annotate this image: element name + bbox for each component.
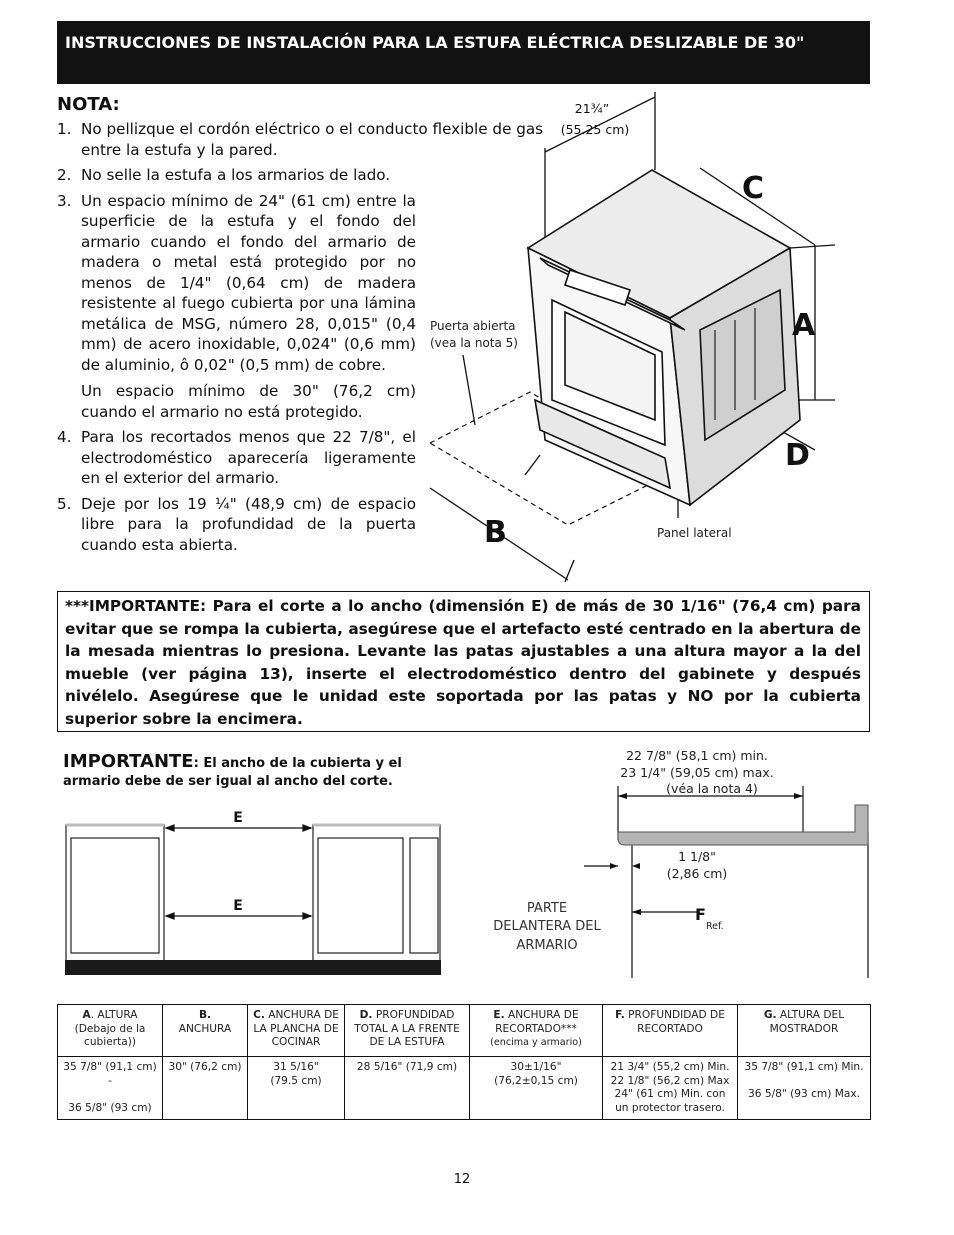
side-panel-label: Panel lateral bbox=[657, 526, 732, 540]
dimension-label-d: D bbox=[785, 438, 810, 473]
dimension-label-c: C bbox=[742, 171, 765, 206]
table-header-cell: F. PROFUNDIDAD DE RECORTADO bbox=[603, 1005, 738, 1057]
list-item: 5. Deje por los 19 ¼" (48,9 cm) de espacio libre para la profundidad de la puerta cuando esta abierta. bbox=[57, 494, 416, 554]
table-cell: 31 5/16" (79.5 cm) bbox=[248, 1057, 345, 1120]
list-item-text: No selle la estufa a los armarios de lado. bbox=[81, 166, 391, 184]
cabinet-front-label-3: ARMARIO bbox=[516, 938, 578, 953]
dimension-label-b: B bbox=[484, 515, 507, 550]
reference-label: Ref. bbox=[706, 921, 724, 932]
depth-dimension-label: 21¾” bbox=[574, 101, 610, 116]
page-title-text: INSTRUCCIONES DE INSTALACIÓN PARA LA ESTUFA ELÉCTRICA DESLIZABLE DE 30" bbox=[65, 33, 805, 52]
cutout-range-max: 23 1/4" (59,05 cm) max. bbox=[620, 765, 774, 780]
list-item-subtext: Un espacio mínimo de 30" (76,2 cm) cuando el armario no está protegido. bbox=[81, 382, 416, 421]
cutout-range-min: 22 7/8" (58,1 cm) min. bbox=[626, 748, 768, 763]
important-notice-text: ***IMPORTANTE: Para el corte a lo ancho (dimensión E) de más de 30 1/16" (76,4 cm) para evitar que se rompa la cubierta, asegúrese que el artefacto esté centrado en la abertura de la mesada mientras lo presiona. Levante las patas ajustables a una altura mayor a la del mueble (ver página 13), inserte el electrodoméstico dentro del gabinete y después nivélelo. Asegúrese que le unidad este soportada por las patas y NO por la cubierta superior sobre la encimera. bbox=[65, 597, 861, 728]
table-cell: 28 5/16" (71,9 cm) bbox=[345, 1057, 470, 1120]
cabinet-front-diagram bbox=[60, 805, 445, 985]
list-item: 2. No selle la estufa a los armarios de lado. bbox=[57, 166, 391, 184]
list-item-text: Para los recortados menos que 22 7/8", el electrodoméstico aparecería ligeramente en el exterior del armario. bbox=[81, 428, 416, 487]
table-header-cell: C. ANCHURA DE LA PLANCHA DE COCINAR bbox=[248, 1005, 345, 1057]
depth-label-f: F bbox=[695, 905, 706, 924]
page-number: 12 bbox=[453, 1172, 471, 1187]
cutout-range-note: (véa la nota 4) bbox=[666, 781, 758, 796]
page-title bbox=[57, 21, 870, 84]
importante-rest: : El ancho de la cubierta y el armario debe de ser igual al ancho del corte. bbox=[63, 756, 402, 789]
table-header-row bbox=[58, 1005, 871, 1057]
importante-word: IMPORTANTE bbox=[63, 751, 194, 772]
cabinet-front-label-2: DELANTERA DEL bbox=[493, 919, 601, 934]
table-cell: 30±1/16" (76,2±0,15 cm) bbox=[470, 1057, 603, 1120]
table-header-cell: D. PROFUNDIDAD TOTAL A LA FRENTE DE LA ESTUFA bbox=[345, 1005, 470, 1057]
important-notice bbox=[57, 591, 870, 732]
table-cell: 30" (76,2 cm) bbox=[163, 1057, 248, 1120]
nota-heading: NOTA: bbox=[57, 94, 120, 115]
open-door-note: Puerta abierta bbox=[430, 319, 516, 333]
width-label-bottom: E bbox=[233, 898, 243, 914]
width-label-top: E bbox=[233, 810, 243, 826]
cabinet-front-label: PARTE bbox=[526, 901, 568, 916]
table-cell: 35 7/8" (91,1 cm) Min. 36 5/8" (93 cm) Max. bbox=[738, 1057, 871, 1120]
specifications-table bbox=[57, 1004, 871, 1120]
list-item-text: No pellizque el cordón eléctrico o el conducto flexible de gas entre la estufa y la pared. bbox=[81, 120, 544, 159]
table-header-cell: E. ANCHURA DE RECORTADO*** (encima y armario) bbox=[470, 1005, 603, 1057]
countertop-thickness: 1 1/8" bbox=[678, 849, 716, 864]
table-header-cell: G. ALTURA DEL MOSTRADOR bbox=[738, 1005, 871, 1057]
open-door-note-ref: (vea la nota 5) bbox=[430, 336, 518, 350]
dimension-label-a: A bbox=[792, 308, 816, 343]
list-item: 1. No pellizque el cordón eléctrico o el conducto flexible de gas entre la estufa y la pared. bbox=[57, 120, 544, 159]
countertop-section-diagram bbox=[480, 745, 870, 985]
list-item: 4. Para los recortados menos que 22 7/8", el electrodoméstico aparecería ligeramente en el exterior del armario. bbox=[57, 428, 416, 487]
table-header-cell: A. ALTURA (Debajo de la cubierta)) bbox=[58, 1005, 163, 1057]
depth-dimension-metric: (55.25 cm) bbox=[560, 122, 630, 137]
table-header-cell: B. ANCHURA bbox=[163, 1005, 248, 1057]
countertop-thickness-metric: (2,86 cm) bbox=[666, 866, 728, 881]
list-item-text: Un espacio mínimo de 24" (61 cm) entre la superficie de la estufa y el fondo del armario cuando el fondo del armario de madera o metal está protegido por no menos de 1/4" (0,64 cm) de madera resistente al fuego cubierta por una lámina metálica de MSG, número 28, 0,015" (0,4 mm) de acero inoxidable, 0,024" (0,6 mm) de aluminio, ô 0,02" (0,5 mm) de cobre. bbox=[81, 191, 416, 374]
range-installation-diagram bbox=[420, 90, 870, 590]
table-cell: 21 3/4" (55,2 cm) Min. 22 1/8" (56,2 cm) Max 24" (61 cm) Min. con un protector trasero. bbox=[603, 1057, 738, 1120]
table-cell: 35 7/8" (91,1 cm) - 36 5/8" (93 cm) bbox=[58, 1057, 163, 1120]
list-item-text: Deje por los 19 ¼" (48,9 cm) de espacio libre para la profundidad de la puerta cuando esta abierta. bbox=[81, 494, 416, 554]
list-item: 3. Un espacio mínimo de 24" (61 cm) entre la superficie de la estufa y el fondo del armario cuando el fondo del armario de madera o metal está protegido por no menos de 1/4" (0,64 cm) de madera resistente al fuego cubierta por una lámina metálica de MSG, número 28, 0,015" (0,4 mm) de acero inoxidable, 0,024" (0,6 mm) de aluminio, ô 0,02" (0,5 mm) de cobre. Un espacio mínimo de 30" (76,2 cm) cuando el armario no está protegido. bbox=[57, 191, 416, 421]
table-row bbox=[58, 1057, 871, 1120]
importante-note bbox=[63, 753, 463, 791]
